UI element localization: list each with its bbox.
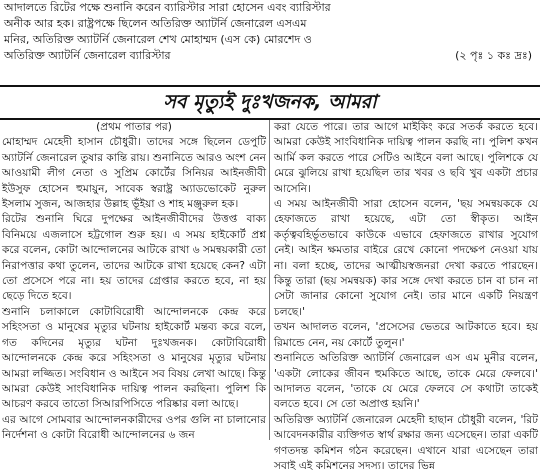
top-story-line: আদালতে রিটের পক্ষে শুনানি করেন ব্যারিস্টার সারা হোসেন এবং ব্যারিস্টার [4,1,331,14]
article-paragraph: অতিরিক্ত অ্যাটর্নি জেনারেল মেহেদী হাছান চৌধুরী বলেন, 'রিট আবেদনকারীর ব্যক্তিগত স্বার্থ রক্ষার জন্য এসেছেন। তারা একটি গণতদন্ত কমিশন গঠন করেছেন। এখানে যারা এসেছেন তারা সবাই এই কমিশনের সদস্য। তাদের ভিন্ন [274,413,538,472]
left-column [2,120,266,440]
article-paragraph: করা যেতে পারে। তার আগে মাইকিং করে সতর্ক করতে হবে। আমরা কেউই সাংবিধানিক দায়িত্ব পালন করছি না। পুলিশ কখন আর্মি কল করতে পারে সেটিও আইনে বলা আছে। পুলিশকে যে মেরে ঝুলিয়ে রাখা হয়েছিল তার খবর ও ছবি খুব একটা প্রচার আসেনি। [274,121,538,195]
top-story-line [0,48,540,64]
article-paragraph: এ সময় আইনজীবী সারা হোসেন বলেন, 'ছয় সমন্বয়ককে যে হেফাজতে রাখা হয়েছে, এটা তো স্বীকৃত। আইন কর্তৃত্ববহির্ভূতভাবে কাউকে এভাবে হেফাজতে রাখার সুযোগ নেই। আইন ক্ষমতার বাইরে রেখে কোনো পদক্ষেপ নেওয়া যায় না। বলা হচ্ছে, তাদের আত্মীয়স্বজনরা দেখা করতে পারছেন। কিন্তু তারা (ছয় সমন্বয়ক) কার সঙ্গে দেখা করতে চান বা চান না সেটা জানার কোনো সুযোগ নেই। তার মানে একটি নিয়ন্ত্রণ চলছে।' [274,198,538,318]
top-story-line-text: অতিরিক্ত অ্যাটর্নি জেনারেল ব্যারিস্টার [4,49,171,62]
article-paragraph: মোহাম্মদ মেহেদী হাসান চৌধুরী। তাদের সঙ্গে ছিলেন ডেপুটি অ্যাটর্নি জেনারেল তুষার কান্তি রায়। শুনানিতে আরও অংশ নেন আওয়ামী লীগ নেতা ও সুপ্রিম কোর্টের সিনিয়র আইনজীবী ইউসুফ হোসেন হুমায়ুন, সাবেক স্বরাষ্ট্র অ্যাডভোকেট নুরুল ইসলাম সুজন, আজহার উল্লাহ ভূঁইয়া ও শাহ মঞ্জুরুল হক। [2,136,266,211]
top-story-line: মনির, অতিরিক্ত অ্যাটর্নি জেনারেল শেখ মোহাম্মদ (এস কে) মোরশেদ ও [4,33,312,46]
article-paragraph: শুনানি চলাকালে কোটাবিরোধী আন্দোলনকে কেন্দ্র করে সহিংসতা ও মানুষের মৃত্যুর ঘটনায় হাইকোর্ট মন্তব্য করে বলে, গত কদিনের মৃত্যুর ঘটনা দুঃখজনক। কোটাবিরোধী আন্দোলনকে কেন্দ্র করে সহিংসতা ও মানুষের মৃত্যুর ঘটনায় আমরা লজ্জিত। সংবিধান ও আইনে সব বিষয় লেখা আছে। কিন্তু আমরা কেউই সাংবিধানিক দায়িত্ব পালন করছিনা। পুলিশ কি আচরণ করবে তাতো সিআরপিসিতে পরিষ্কার বলা আছে। [2,305,266,411]
article-paragraph: শুনানিতে অতিরিক্ত অ্যাটর্নি জেনারেল এস এম মুনীর বলেন, 'একটা লোকের জীবন হুমকিতে আছে, তাকে মেরে ফেলবে।' আদালত বলেন, 'তাকে যে মেরে ফেলবে সে কথাটা তাকেই বলতে হবে। সে তো অপ্রাপ্ত হয়নি।' [274,352,538,411]
top-story [0,0,540,82]
continued-reference: (২ পৃঃ ১ কঃ দ্রঃ) [455,49,532,62]
column-divider [269,120,270,440]
headline: সব মৃত্যুই দুঃখজনক, আমরা [163,91,377,113]
top-story-line: অনীক আর হক। রাষ্ট্রপক্ষে ছিলেন অতিরিক্ত অ্যাটর্নি জেনারেল এসএম [4,17,307,30]
article-paragraph: রিটের শুনানি ঘিরে দুপক্ষের আইনজীবীদের উত্তপ্ত বাক্য বিনিময়ে এজলাসে হট্টগোল শুরু হয়। এ সময় হাইকোর্ট প্রশ্ন করে বলেন, কোটা আন্দোলনের আটকে রাখা ৬ সমন্বয়কারী তো নিরাপত্তার কথা তুলেন, তাদের আটকে রাখা হয়েছে কেন? এটা তো প্রসেসে পরে না। হয় তাদের গ্রেপ্তার করতে হবে, না হয় ছেড়ে দিতে হবে। [2,213,266,303]
divider-rule [0,85,540,87]
continued-from-label: (প্রথম পাতার পর) [96,121,172,133]
right-column [274,120,538,472]
article-paragraph: তখন আদালত বলেন, 'প্রসেসের ভেতরে আটকাতে হবে। হয় রিমান্ডে নেন, নয় কোর্টে তুলুন।' [274,321,538,349]
article-paragraph: এর আগে সোমবার আন্দোলনকারীদের ওপর গুলি না চালানোর নির্দেশনা ও কোটা বিরোধী আন্দোলনের ৬ জন [2,413,266,442]
